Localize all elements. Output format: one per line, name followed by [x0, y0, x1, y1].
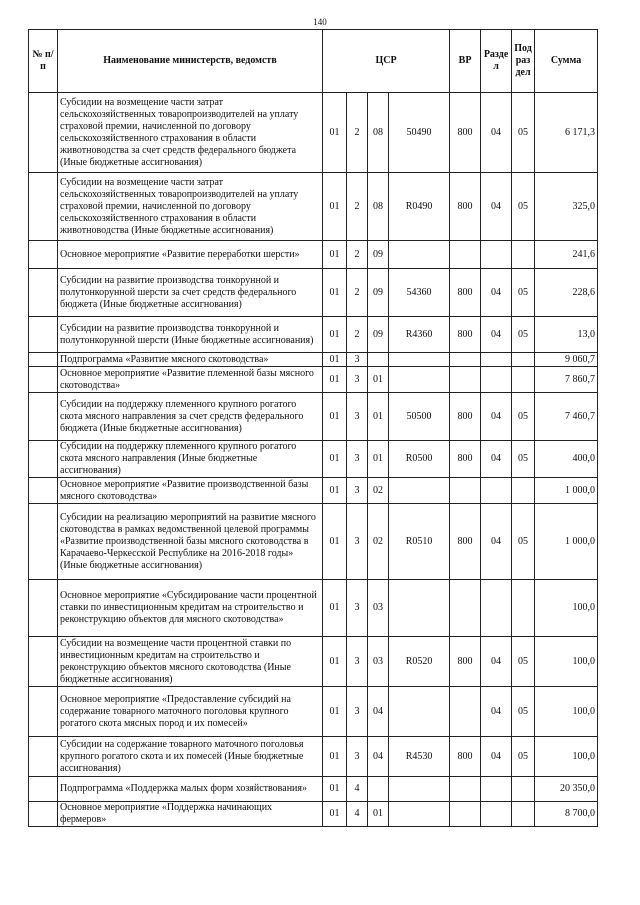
- cell-num: [29, 478, 58, 504]
- table-row: [29, 317, 598, 353]
- table-row: [29, 802, 598, 827]
- cell-csr-program: 01: [323, 353, 347, 367]
- cell-csr-subprogram: 4: [347, 777, 368, 802]
- cell-razdel: 04: [481, 441, 512, 478]
- cell-name: Основное мероприятие «Развитие племенной базы мясного скотоводства»: [58, 367, 323, 393]
- cell-podrazdel: 05: [512, 269, 535, 317]
- cell-summa: 100,0: [535, 737, 598, 777]
- cell-razdel: 04: [481, 687, 512, 737]
- cell-vr: [450, 367, 481, 393]
- cell-csr-subprogram: 3: [347, 504, 368, 580]
- table-row: [29, 478, 598, 504]
- cell-summa: 228,6: [535, 269, 598, 317]
- table-row: [29, 173, 598, 241]
- page-number: 140: [313, 17, 327, 27]
- cell-vr: 800: [450, 269, 481, 317]
- cell-num: [29, 393, 58, 441]
- cell-summa: 100,0: [535, 580, 598, 637]
- cell-summa: 13,0: [535, 317, 598, 353]
- cell-podrazdel: 05: [512, 504, 535, 580]
- cell-name: Основное мероприятие «Субсидирование части процентной ставки по инвестиционным кредитам на строительство и реконструкцию объектов для мясного скотоводства»: [58, 580, 323, 637]
- cell-num: [29, 777, 58, 802]
- cell-podrazdel: 05: [512, 637, 535, 687]
- cell-csr-program: 01: [323, 802, 347, 827]
- cell-csr-event: 02: [368, 478, 389, 504]
- cell-csr-event: 08: [368, 173, 389, 241]
- cell-num: [29, 269, 58, 317]
- cell-razdel: 04: [481, 393, 512, 441]
- table-row: [29, 504, 598, 580]
- cell-summa: 7 460,7: [535, 393, 598, 441]
- cell-csr-program: 01: [323, 504, 347, 580]
- cell-csr-subprogram: 3: [347, 478, 368, 504]
- cell-razdel: 04: [481, 737, 512, 777]
- cell-csr-program: 01: [323, 241, 347, 269]
- cell-name: Подпрограмма «Развитие мясного скотоводства»: [58, 353, 323, 367]
- cell-name: Субсидии на возмещение части затрат сельскохозяйственных товаропроизводителей на уплату страховой премии, начисленной по договору сельскохозяйственного страхования в области животноводства за счет средств федерального бюджета (Иные бюджетные ассигнования): [58, 93, 323, 173]
- cell-csr-code: [389, 478, 450, 504]
- header-podrazdel: Под раз дел: [512, 30, 535, 93]
- cell-csr-subprogram: 2: [347, 317, 368, 353]
- cell-csr-event: [368, 777, 389, 802]
- cell-summa: 7 860,7: [535, 367, 598, 393]
- cell-num: [29, 687, 58, 737]
- header-vr: ВР: [450, 30, 481, 93]
- cell-csr-code: [389, 580, 450, 637]
- table-row: [29, 737, 598, 777]
- cell-csr-subprogram: 3: [347, 637, 368, 687]
- cell-csr-subprogram: 3: [347, 353, 368, 367]
- cell-csr-code: [389, 241, 450, 269]
- cell-csr-subprogram: 2: [347, 269, 368, 317]
- cell-csr-code: R4360: [389, 317, 450, 353]
- cell-summa: 1 000,0: [535, 504, 598, 580]
- cell-podrazdel: 05: [512, 93, 535, 173]
- cell-csr-event: 04: [368, 737, 389, 777]
- cell-podrazdel: [512, 777, 535, 802]
- cell-razdel: [481, 580, 512, 637]
- cell-csr-subprogram: 3: [347, 393, 368, 441]
- cell-csr-code: 50500: [389, 393, 450, 441]
- cell-csr-program: 01: [323, 441, 347, 478]
- cell-csr-subprogram: 2: [347, 241, 368, 269]
- cell-razdel: 04: [481, 637, 512, 687]
- cell-csr-subprogram: 3: [347, 367, 368, 393]
- table-row: [29, 367, 598, 393]
- cell-vr: 800: [450, 393, 481, 441]
- cell-summa: 6 171,3: [535, 93, 598, 173]
- cell-name: Субсидии на развитие производства тонкорунной и полутонкорунной шерсти (Иные бюджетные ассигнования): [58, 317, 323, 353]
- cell-name: Субсидии на содержание товарного маточного поголовья крупного рогатого скота и их помесей (Иные бюджетные ассигнования): [58, 737, 323, 777]
- cell-csr-code: R0490: [389, 173, 450, 241]
- cell-csr-code: R4530: [389, 737, 450, 777]
- cell-csr-event: 09: [368, 317, 389, 353]
- cell-vr: [450, 777, 481, 802]
- cell-razdel: [481, 802, 512, 827]
- cell-podrazdel: [512, 353, 535, 367]
- cell-csr-event: 01: [368, 393, 389, 441]
- cell-vr: [450, 580, 481, 637]
- cell-csr-event: 03: [368, 637, 389, 687]
- cell-razdel: 04: [481, 93, 512, 173]
- cell-name: Подпрограмма «Поддержка малых форм хозяйствования»: [58, 777, 323, 802]
- cell-vr: [450, 353, 481, 367]
- table-row: [29, 580, 598, 637]
- cell-csr-code: [389, 777, 450, 802]
- cell-num: [29, 580, 58, 637]
- cell-csr-code: 54360: [389, 269, 450, 317]
- table-row: [29, 637, 598, 687]
- header-name: Наименование министерств, ведомств: [58, 30, 323, 93]
- header-num: № п/п: [29, 30, 58, 93]
- table-row: [29, 393, 598, 441]
- cell-vr: [450, 687, 481, 737]
- cell-num: [29, 441, 58, 478]
- cell-razdel: 04: [481, 504, 512, 580]
- cell-num: [29, 353, 58, 367]
- cell-razdel: [481, 478, 512, 504]
- cell-csr-program: 01: [323, 687, 347, 737]
- table-row: [29, 441, 598, 478]
- cell-summa: 1 000,0: [535, 478, 598, 504]
- cell-summa: 400,0: [535, 441, 598, 478]
- cell-razdel: [481, 777, 512, 802]
- cell-csr-event: 09: [368, 269, 389, 317]
- cell-csr-program: 01: [323, 580, 347, 637]
- budget-table: [28, 29, 598, 827]
- cell-csr-program: 01: [323, 478, 347, 504]
- table-header-row: [29, 30, 598, 93]
- cell-razdel: 04: [481, 317, 512, 353]
- cell-podrazdel: 05: [512, 317, 535, 353]
- cell-summa: 325,0: [535, 173, 598, 241]
- cell-csr-code: [389, 687, 450, 737]
- cell-podrazdel: 05: [512, 441, 535, 478]
- cell-vr: 800: [450, 637, 481, 687]
- cell-razdel: 04: [481, 173, 512, 241]
- cell-csr-program: 01: [323, 173, 347, 241]
- cell-podrazdel: 05: [512, 737, 535, 777]
- cell-summa: 241,6: [535, 241, 598, 269]
- cell-num: [29, 367, 58, 393]
- cell-num: [29, 802, 58, 827]
- cell-podrazdel: [512, 580, 535, 637]
- cell-csr-event: 04: [368, 687, 389, 737]
- cell-name: Субсидии на возмещение части затрат сельскохозяйственных товаропроизводителей на уплату страховой премии, начисленной по договору сельскохозяйственного страхования в области животноводства (Иные бюджетные ассигнования): [58, 173, 323, 241]
- cell-csr-event: 08: [368, 93, 389, 173]
- cell-summa: 20 350,0: [535, 777, 598, 802]
- cell-vr: [450, 478, 481, 504]
- cell-csr-code: [389, 353, 450, 367]
- cell-razdel: [481, 353, 512, 367]
- cell-csr-event: 01: [368, 441, 389, 478]
- cell-csr-code: [389, 802, 450, 827]
- cell-csr-event: 01: [368, 802, 389, 827]
- cell-csr-event: 01: [368, 367, 389, 393]
- cell-name: Субсидии на поддержку племенного крупного рогатого скота мясного направления (Иные бюджетные ассигнования): [58, 441, 323, 478]
- cell-vr: 800: [450, 93, 481, 173]
- cell-summa: 8 700,0: [535, 802, 598, 827]
- cell-csr-program: 01: [323, 393, 347, 441]
- cell-csr-subprogram: 3: [347, 737, 368, 777]
- cell-name: Субсидии на реализацию мероприятий на развитие мясного скотоводства в рамках ведомственной целевой программы «Развитие производственной базы мясного скотоводства в Карачаево-Черкесской Республике на 2016-2018 годы» (Иные бюджетные ассигнования): [58, 504, 323, 580]
- cell-num: [29, 173, 58, 241]
- cell-podrazdel: 05: [512, 173, 535, 241]
- cell-csr-program: 01: [323, 777, 347, 802]
- header-csr: ЦСР: [323, 30, 450, 93]
- cell-podrazdel: [512, 241, 535, 269]
- table-row: [29, 777, 598, 802]
- table-row: [29, 93, 598, 173]
- cell-csr-subprogram: 3: [347, 580, 368, 637]
- cell-csr-subprogram: 2: [347, 173, 368, 241]
- cell-num: [29, 737, 58, 777]
- cell-podrazdel: [512, 478, 535, 504]
- cell-csr-program: 01: [323, 367, 347, 393]
- cell-razdel: 04: [481, 269, 512, 317]
- cell-csr-code: 50490: [389, 93, 450, 173]
- cell-csr-event: [368, 353, 389, 367]
- cell-num: [29, 637, 58, 687]
- cell-podrazdel: [512, 367, 535, 393]
- cell-vr: 800: [450, 504, 481, 580]
- cell-name: Субсидии на возмещение части процентной ставки по инвестиционным кредитам на строительство и реконструкцию объектов мясного скотоводства (Иные бюджетные ассигнования): [58, 637, 323, 687]
- cell-name: Субсидии на поддержку племенного крупного рогатого скота мясного направления за счет средств федерального бюджета (Иные бюджетные ассигнования): [58, 393, 323, 441]
- cell-vr: 800: [450, 737, 481, 777]
- cell-vr: 800: [450, 173, 481, 241]
- cell-csr-code: R0510: [389, 504, 450, 580]
- header-razdel: Разде л: [481, 30, 512, 93]
- cell-csr-program: 01: [323, 737, 347, 777]
- cell-podrazdel: 05: [512, 393, 535, 441]
- cell-razdel: [481, 241, 512, 269]
- cell-num: [29, 93, 58, 173]
- cell-csr-program: 01: [323, 317, 347, 353]
- cell-summa: 100,0: [535, 687, 598, 737]
- cell-csr-subprogram: 3: [347, 441, 368, 478]
- cell-num: [29, 504, 58, 580]
- cell-csr-program: 01: [323, 637, 347, 687]
- cell-vr: [450, 802, 481, 827]
- cell-vr: [450, 241, 481, 269]
- table-row: [29, 687, 598, 737]
- cell-name: Основное мероприятие «Развитие производственной базы мясного скотоводства»: [58, 478, 323, 504]
- cell-razdel: [481, 367, 512, 393]
- cell-name: Основное мероприятие «Поддержка начинающих фермеров»: [58, 802, 323, 827]
- cell-podrazdel: 05: [512, 687, 535, 737]
- cell-name: Основное мероприятие «Развитие переработки шерсти»: [58, 241, 323, 269]
- cell-podrazdel: [512, 802, 535, 827]
- cell-csr-code: R0520: [389, 637, 450, 687]
- cell-vr: 800: [450, 441, 481, 478]
- cell-csr-subprogram: 2: [347, 93, 368, 173]
- cell-name: Субсидии на развитие производства тонкорунной и полутонкорунной шерсти за счет средств федерального бюджета (Иные бюджетные ассигнования): [58, 269, 323, 317]
- cell-csr-code: [389, 367, 450, 393]
- header-summa: Сумма: [535, 30, 598, 93]
- cell-vr: 800: [450, 317, 481, 353]
- cell-name: Основное мероприятие «Предоставление субсидий на содержание товарного маточного поголовья крупного рогатого скота мясных пород и их помесей»: [58, 687, 323, 737]
- cell-csr-event: 09: [368, 241, 389, 269]
- cell-csr-subprogram: 3: [347, 687, 368, 737]
- cell-csr-program: 01: [323, 93, 347, 173]
- cell-summa: 100,0: [535, 637, 598, 687]
- cell-num: [29, 241, 58, 269]
- table-row: [29, 241, 598, 269]
- cell-csr-event: 03: [368, 580, 389, 637]
- cell-csr-event: 02: [368, 504, 389, 580]
- table-row: [29, 353, 598, 367]
- cell-csr-code: R0500: [389, 441, 450, 478]
- cell-summa: 9 060,7: [535, 353, 598, 367]
- cell-csr-program: 01: [323, 269, 347, 317]
- cell-csr-subprogram: 4: [347, 802, 368, 827]
- cell-num: [29, 317, 58, 353]
- table-row: [29, 269, 598, 317]
